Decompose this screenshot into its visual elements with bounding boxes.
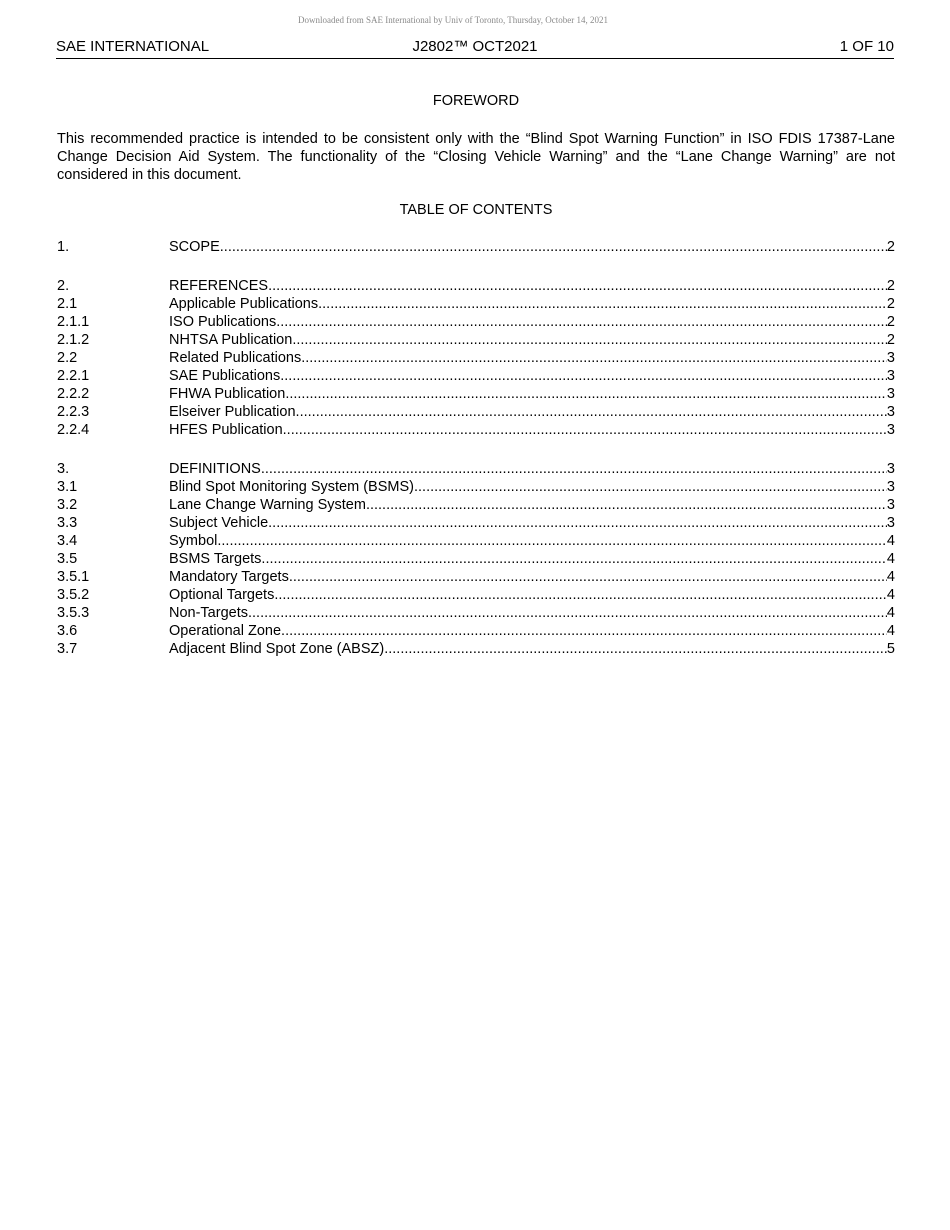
toc-leader-dots: [274, 586, 887, 604]
toc-page-number: 4: [886, 587, 895, 603]
toc-row[interactable]: [57, 385, 895, 403]
toc-label: NHTSA Publication: [169, 332, 293, 348]
toc-page-number: 3: [886, 422, 895, 438]
toc-page-number: 3: [886, 497, 895, 513]
toc-leader-dots: [268, 277, 887, 295]
toc-label: SAE Publications: [169, 368, 281, 384]
toc-row[interactable]: [57, 295, 895, 313]
toc-row[interactable]: [57, 568, 895, 586]
toc-label: DEFINITIONS: [169, 461, 261, 477]
toc-row[interactable]: [57, 514, 895, 532]
toc-label: Adjacent Blind Spot Zone (ABSZ): [169, 641, 385, 657]
toc-number: 3.5: [57, 551, 78, 567]
toc-row[interactable]: [57, 421, 895, 439]
toc-page-number: 4: [886, 569, 895, 585]
header-doc-id: J2802™ OCT2021: [412, 38, 538, 55]
toc-page-number: 4: [886, 623, 895, 639]
toc-title: TABLE OF CONTENTS: [399, 202, 553, 218]
toc-leader-dots: [217, 532, 887, 550]
toc-number: 2.2.1: [57, 368, 90, 384]
toc-leader-dots: [248, 604, 887, 622]
toc-page-number: 3: [886, 404, 895, 420]
toc-number: 3.5.2: [57, 587, 90, 603]
toc-number: 3.7: [57, 641, 78, 657]
toc-label: Operational Zone: [169, 623, 282, 639]
toc-label: Blind Spot Monitoring System (BSMS): [169, 479, 414, 495]
toc-leader-dots: [276, 313, 887, 331]
toc-leader-dots: [366, 496, 887, 514]
header-page-number: 1 OF 10: [839, 38, 894, 55]
toc-page-number: 4: [886, 551, 895, 567]
toc-row[interactable]: [57, 367, 895, 385]
toc-row[interactable]: [57, 277, 895, 295]
toc-label: HFES Publication: [169, 422, 283, 438]
toc-number: 2.2.4: [57, 422, 90, 438]
toc-number: 3.5.1: [57, 569, 90, 585]
toc-page-number: 2: [886, 239, 895, 255]
toc-page-number: 3: [886, 479, 895, 495]
toc-label: FHWA Publication: [169, 386, 286, 402]
toc-page-number: 3: [886, 461, 895, 477]
toc-row[interactable]: [57, 313, 895, 331]
toc-page-number: 2: [886, 332, 895, 348]
toc-leader-dots: [261, 460, 887, 478]
toc-label: Applicable Publications: [169, 296, 319, 312]
toc-leader-dots: [318, 295, 887, 313]
toc-label: Optional Targets: [169, 587, 275, 603]
toc-leader-dots: [296, 403, 887, 421]
foreword-text: This recommended practice is intended to be consistent only with the “Blind Spot Warning Function” in ISO FDIS 17387-Lane Change Decision Aid System. The functionality of the “Closing Vehicle Warning” and the “Lane Change Warning” are not considered in this document.: [57, 131, 895, 183]
toc-page-number: 3: [886, 368, 895, 384]
toc-label: Subject Vehicle: [169, 515, 269, 531]
toc-page-number: 3: [886, 515, 895, 531]
toc-row[interactable]: [57, 532, 895, 550]
toc-leader-dots: [261, 550, 887, 568]
toc-number: 3.2: [57, 497, 78, 513]
toc-page-number: 3: [886, 350, 895, 366]
toc-row[interactable]: [57, 460, 895, 478]
toc-label: Non-Targets: [169, 605, 248, 621]
toc-label: Mandatory Targets: [169, 569, 289, 585]
toc-leader-dots: [281, 622, 887, 640]
toc-page-number: 3: [886, 386, 895, 402]
table-of-contents: [57, 238, 895, 658]
toc-label: Related Publications: [169, 350, 302, 366]
toc-page-number: 2: [886, 296, 895, 312]
toc-leader-dots: [283, 421, 887, 439]
toc-row[interactable]: [57, 403, 895, 421]
toc-row[interactable]: [57, 586, 895, 604]
toc-leader-dots: [285, 385, 887, 403]
toc-number: 2.: [57, 278, 70, 294]
toc-row[interactable]: [57, 604, 895, 622]
toc-row[interactable]: [57, 550, 895, 568]
toc-number: 3.6: [57, 623, 78, 639]
toc-leader-dots: [292, 331, 887, 349]
toc-leader-dots: [384, 640, 887, 658]
toc-row[interactable]: [57, 349, 895, 367]
toc-number: 3.: [57, 461, 70, 477]
toc-leader-dots: [268, 514, 887, 532]
toc-row[interactable]: [57, 622, 895, 640]
toc-page-number: 4: [886, 605, 895, 621]
toc-number: 2.1.1: [57, 314, 90, 330]
toc-page-number: 5: [886, 641, 895, 657]
toc-row[interactable]: [57, 496, 895, 514]
foreword-title: FOREWORD: [432, 93, 520, 109]
toc-label: BSMS Targets: [169, 551, 262, 567]
toc-label: SCOPE: [169, 239, 220, 255]
page-header: [56, 38, 894, 59]
toc-row[interactable]: [57, 478, 895, 496]
toc-number: 2.2: [57, 350, 78, 366]
toc-page-number: 2: [886, 314, 895, 330]
toc-number: 2.2.2: [57, 386, 90, 402]
toc-label: Elseiver Publication: [169, 404, 296, 420]
toc-label: ISO Publications: [169, 314, 277, 330]
toc-number: 3.5.3: [57, 605, 90, 621]
toc-number: 2.1.2: [57, 332, 90, 348]
toc-leader-dots: [220, 238, 887, 256]
toc-label: Symbol: [169, 533, 218, 549]
toc-row[interactable]: [57, 238, 895, 256]
toc-number: 2.1: [57, 296, 78, 312]
toc-row[interactable]: [57, 331, 895, 349]
download-watermark: Downloaded from SAE International by Univ of Toronto, Thursday, October 14, 2021: [298, 15, 608, 25]
toc-leader-dots: [301, 349, 887, 367]
toc-number: 3.1: [57, 479, 78, 495]
toc-label: Lane Change Warning System: [169, 497, 366, 513]
toc-leader-dots: [414, 478, 887, 496]
toc-leader-dots: [280, 367, 887, 385]
toc-number: 3.4: [57, 533, 78, 549]
toc-number: 3.3: [57, 515, 78, 531]
toc-leader-dots: [289, 568, 887, 586]
header-org: SAE INTERNATIONAL: [56, 38, 210, 55]
toc-number: 1.: [57, 239, 70, 255]
toc-page-number: 4: [886, 533, 895, 549]
toc-row[interactable]: [57, 640, 895, 658]
toc-label: REFERENCES: [169, 278, 269, 294]
toc-page-number: 2: [886, 278, 895, 294]
toc-number: 2.2.3: [57, 404, 90, 420]
